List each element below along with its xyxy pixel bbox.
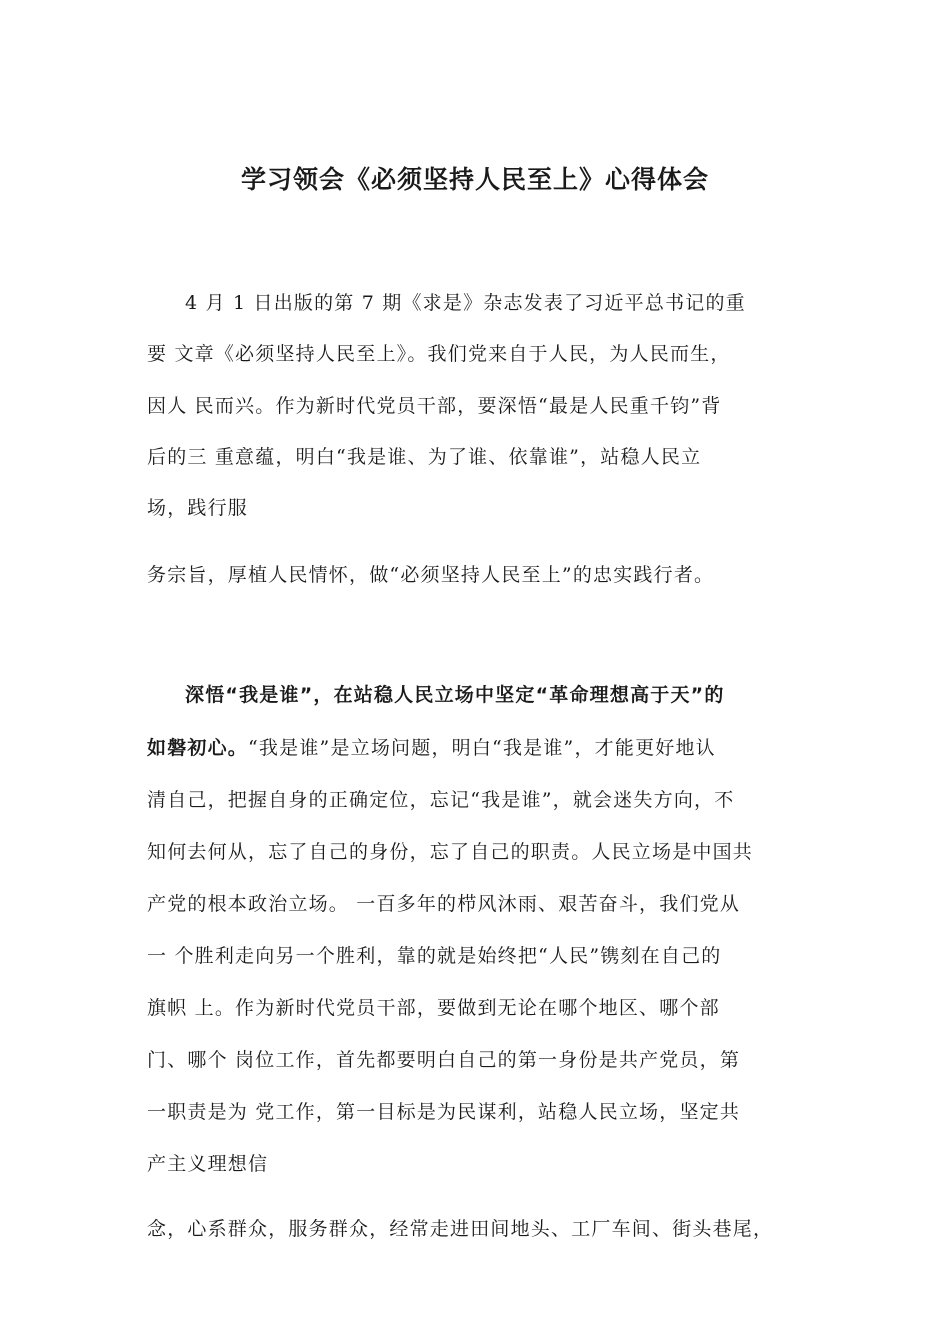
paragraph-3-heading-line-2: 如磐初心。 — [147, 737, 249, 759]
paragraph-1-line-4: 后的三 重意蕴，明白“我是谁、为了谁、依靠谁”，站稳人民立 — [147, 446, 702, 468]
paragraph-3-line-2 — [147, 733, 716, 763]
paragraph-3-line-9: 一职责是为 党工作，第一目标是为民谋利，站稳人民立场，坚定共 — [147, 1101, 741, 1123]
paragraph-1-line-2: 要 文章《必须坚持人民至上》。我们党来自于人民，为人民而生， — [147, 343, 731, 365]
paragraph-1-line-5: 场，践行服 — [147, 497, 249, 519]
paragraph-1-line-3: 因人 民而兴。作为新时代党员干部，要深悟“最是人民重千钧”背 — [147, 395, 722, 417]
document-title: 学习领会《必须坚持人民至上》心得体会 — [240, 165, 709, 194]
paragraph-3-line-7: 旗帜 上。作为新时代党员干部，要做到无论在哪个地区、哪个部 — [147, 997, 720, 1019]
paragraph-2-line-1: 务宗旨，厚植人民情怀，做“必须坚持人民至上”的忠实践行者。 — [147, 564, 715, 586]
paragraph-3-line-4: 知何去何从，忘了自己的身份，忘了自己的职责。人民立场是中国共 — [147, 841, 754, 863]
paragraph-3-heading-line-1: 深悟“我是谁”，在站稳人民立场中坚定“革命理想高于天”的 — [185, 684, 725, 706]
paragraph-3-line-3: 清自己，把握自身的正确定位，忘记“我是谁”，就会迷失方向，不 — [147, 789, 735, 811]
paragraph-3-line-6: 一 个胜利走向另一个胜利，靠的就是始终把“人民”镌刻在自己的 — [147, 945, 722, 967]
paragraph-3-line-10: 产主义理想信 — [147, 1153, 269, 1175]
paragraph-3-line-5: 产党的根本政治立场。 一百多年的栉风沐雨、艰苦奋斗，我们党从 — [147, 893, 741, 915]
paragraph-3-line-8: 门、哪个 岗位工作，首先都要明白自己的第一身份是共产党员，第 — [147, 1049, 741, 1071]
paragraph-3-line-2-text: “我是谁”是立场问题，明白“我是谁”，才能更好地认 — [248, 737, 716, 759]
paragraph-1-line-1: 4 月 1 日出版的第 7 期《求是》杂志发表了习近平总书记的重 — [185, 292, 746, 314]
paragraph-4-line-1: 念，心系群众，服务群众，经常走进田间地头、工厂车间、街头巷尾， — [147, 1218, 774, 1240]
